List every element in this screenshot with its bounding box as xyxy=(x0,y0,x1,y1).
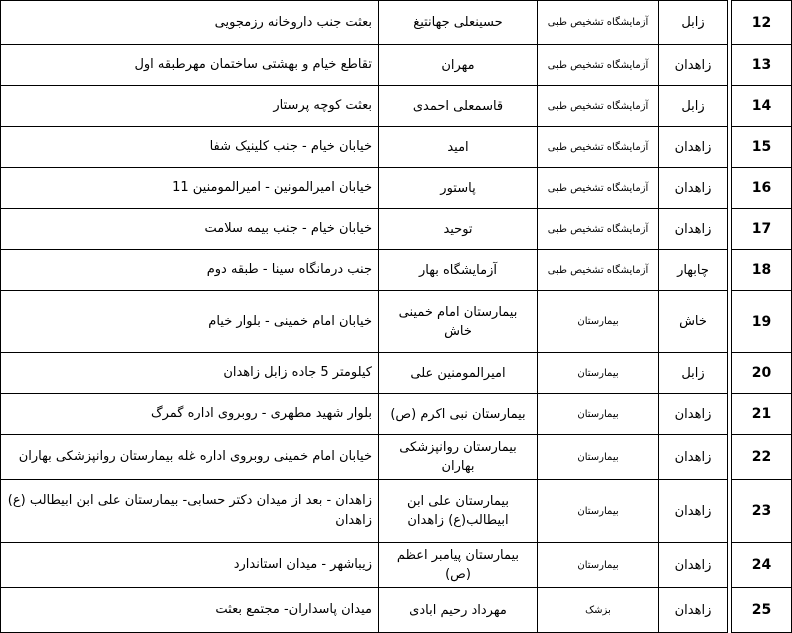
row-number: 15 xyxy=(732,127,792,168)
facility-name-cell: بیمارستان امام خمینی خاش xyxy=(379,291,538,353)
address-cell: خیابان امام خمینی روبروی اداره غله بیمارستان روانپزشکی بهاران xyxy=(1,435,379,480)
facility-type-cell: آزمایشگاه تشخیص طبی xyxy=(538,86,659,127)
address-cell: تقاطع خیام و بهشتی ساختمان مهرطبقه اول xyxy=(1,45,379,86)
address-cell: خیابان امام خمینی - بلوار خیام xyxy=(1,291,379,353)
city-cell: زاهدان xyxy=(659,588,728,633)
table-row xyxy=(1,480,792,543)
facility-type-cell: بیمارستان xyxy=(538,480,659,543)
facility-name-cell: بیمارستان نبی اکرم (ص) xyxy=(379,394,538,435)
city-cell: زاهدان xyxy=(659,435,728,480)
row-spacer xyxy=(728,291,732,353)
facility-type-cell: بیمارستان xyxy=(538,394,659,435)
address-cell: زاهدان - بعد از میدان دکتر حسابی- بیمارستان علی ابن ابیطالب (ع) زاهدان xyxy=(1,480,379,543)
city-cell: زاهدان xyxy=(659,168,728,209)
row-number: 19 xyxy=(732,291,792,353)
table-row xyxy=(1,250,792,291)
row-spacer xyxy=(728,45,732,86)
row-number: 22 xyxy=(732,435,792,480)
facility-type-cell: بیمارستان xyxy=(538,435,659,480)
city-cell: زاهدان xyxy=(659,394,728,435)
table-row xyxy=(1,394,792,435)
row-number: 24 xyxy=(732,543,792,588)
facility-type-cell: آزمایشگاه تشخیص طبی xyxy=(538,209,659,250)
table-row xyxy=(1,209,792,250)
address-cell: میدان پاسداران- مجتمع بعثت xyxy=(1,588,379,633)
address-cell: بلوار شهید مطهری - روبروی اداره گمرگ xyxy=(1,394,379,435)
facility-name-cell: مهرداد رحیم ابادی xyxy=(379,588,538,633)
row-number: 23 xyxy=(732,480,792,543)
city-cell: زابل xyxy=(659,86,728,127)
table-row xyxy=(1,168,792,209)
facility-name-cell: امید xyxy=(379,127,538,168)
row-number: 14 xyxy=(732,86,792,127)
address-cell: خیابان خیام - جنب بیمه سلامت xyxy=(1,209,379,250)
city-cell: خاش xyxy=(659,291,728,353)
city-cell: زابل xyxy=(659,1,728,45)
facility-type-cell: آزمایشگاه تشخیص طبی xyxy=(538,168,659,209)
table-row xyxy=(1,1,792,45)
facility-name-cell: حسینعلی جهانتیغ xyxy=(379,1,538,45)
city-cell: زاهدان xyxy=(659,45,728,86)
facility-type-cell: آزمایشگاه تشخیص طبی xyxy=(538,1,659,45)
table-row xyxy=(1,45,792,86)
facility-name-cell: آزمایشگاه بهار xyxy=(379,250,538,291)
address-cell: کیلومتر 5 جاده زابل زاهدان xyxy=(1,353,379,394)
facility-type-cell: بزشک xyxy=(538,588,659,633)
row-spacer xyxy=(728,127,732,168)
table-row xyxy=(1,86,792,127)
facility-name-cell: بیمارستان پیامبر اعظم (ص) xyxy=(379,543,538,588)
row-spacer xyxy=(728,353,732,394)
row-spacer xyxy=(728,435,732,480)
table-row xyxy=(1,435,792,480)
facility-type-cell: آزمایشگاه تشخیص طبی xyxy=(538,45,659,86)
facility-name-cell: بیمارستان علی ابن ابیطالب(ع) زاهدان xyxy=(379,480,538,543)
row-number: 17 xyxy=(732,209,792,250)
row-spacer xyxy=(728,394,732,435)
facility-name-cell: قاسمعلی احمدی xyxy=(379,86,538,127)
row-spacer xyxy=(728,250,732,291)
row-spacer xyxy=(728,168,732,209)
address-cell: بعثت کوچه پرستار xyxy=(1,86,379,127)
city-cell: زاهدان xyxy=(659,209,728,250)
facility-type-cell: بیمارستان xyxy=(538,543,659,588)
table-row xyxy=(1,353,792,394)
row-number: 21 xyxy=(732,394,792,435)
table-row xyxy=(1,543,792,588)
row-number: 16 xyxy=(732,168,792,209)
table-row xyxy=(1,291,792,353)
facility-name-cell: مهران xyxy=(379,45,538,86)
city-cell: زاهدان xyxy=(659,127,728,168)
row-spacer xyxy=(728,86,732,127)
row-spacer xyxy=(728,543,732,588)
row-number: 18 xyxy=(732,250,792,291)
facility-name-cell: امیرالمومنین علی xyxy=(379,353,538,394)
city-cell: چابهار xyxy=(659,250,728,291)
row-spacer xyxy=(728,209,732,250)
facility-name-cell: توحید xyxy=(379,209,538,250)
address-cell: خیابان امیرالمونین - امیرالمومنین 11 xyxy=(1,168,379,209)
city-cell: زاهدان xyxy=(659,480,728,543)
row-number: 20 xyxy=(732,353,792,394)
table-row xyxy=(1,127,792,168)
table-row xyxy=(1,588,792,633)
city-cell: زاهدان xyxy=(659,543,728,588)
facility-type-cell: آزمایشگاه تشخیص طبی xyxy=(538,127,659,168)
row-spacer xyxy=(728,588,732,633)
row-number: 12 xyxy=(732,1,792,45)
facility-type-cell: بیمارستان xyxy=(538,291,659,353)
facility-name-cell: پاستور xyxy=(379,168,538,209)
address-cell: بعثت جنب داروخانه رزمجویی xyxy=(1,1,379,45)
facility-type-cell: آزمایشگاه تشخیص طبی xyxy=(538,250,659,291)
row-spacer xyxy=(728,1,732,45)
row-spacer xyxy=(728,480,732,543)
facility-type-cell: بیمارستان xyxy=(538,353,659,394)
row-number: 25 xyxy=(732,588,792,633)
row-number: 13 xyxy=(732,45,792,86)
facility-name-cell: بیمارستان روانپزشکی بهاران xyxy=(379,435,538,480)
city-cell: زابل xyxy=(659,353,728,394)
address-cell: خیابان خیام - جنب کلینیک شفا xyxy=(1,127,379,168)
address-cell: جنب درمانگاه سینا - طبقه دوم xyxy=(1,250,379,291)
address-cell: زیباشهر - میدان استاندارد xyxy=(1,543,379,588)
